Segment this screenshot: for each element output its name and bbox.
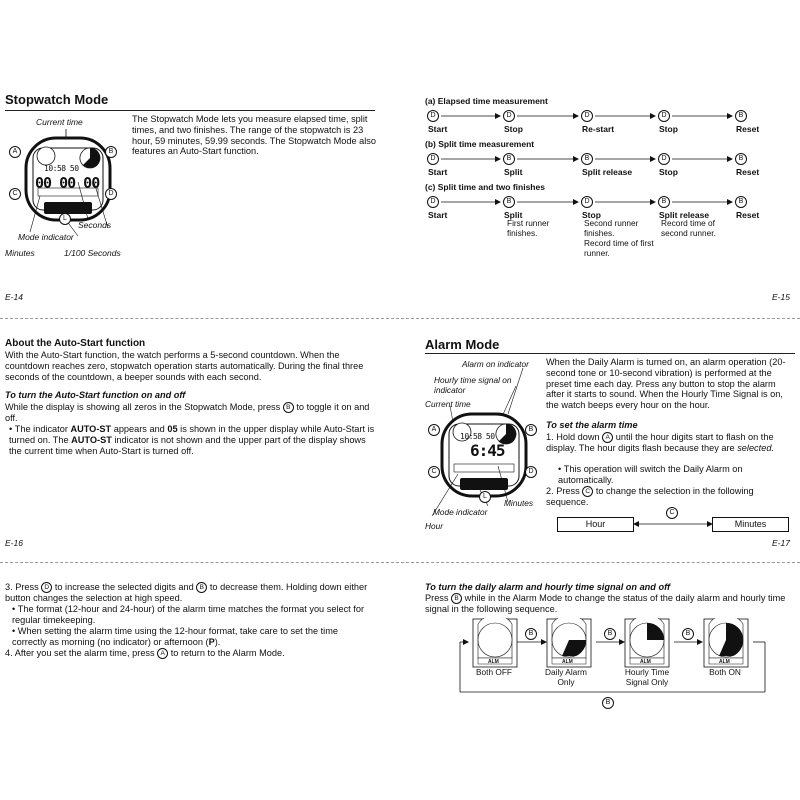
e18-step3-btn2: B — [196, 582, 207, 593]
e14-button-a: A — [9, 146, 21, 158]
flow-a-step-3-button: D — [581, 110, 593, 122]
e19-btn-1: B — [525, 628, 537, 640]
e17-sub-title: To set the alarm time — [546, 420, 638, 430]
flow-b-step-3-button: B — [581, 153, 593, 165]
e16-bullet-a: The indicator — [14, 424, 68, 434]
flow-a-arrow-3 — [595, 112, 656, 120]
e19-btn-3: B — [682, 628, 694, 640]
e17-button-l: L — [479, 491, 491, 503]
e17-seq-minutes: Minutes — [712, 517, 789, 532]
e18-bullet2-p: P — [208, 636, 215, 647]
flow-c-step-1-button: D — [427, 196, 439, 208]
flow-b-step-4-label: Stop — [659, 167, 678, 177]
e17-button-a: A — [428, 424, 440, 436]
e16-bullet: • The indicator AUTO-ST appears and 05 is shown in the upper display while Auto-Start is turned on. The AUTO-ST indicator is not shown and the upper part of the display shows the current time when Auto-Start is turned off. — [9, 424, 375, 456]
e19-title: To turn the daily alarm and hourly time signal on and off — [425, 582, 671, 592]
e16-bullet-05: 05 — [167, 424, 178, 434]
e19-btn-2: B — [604, 628, 616, 640]
flow-a-step-4-button: D — [658, 110, 670, 122]
e19-body-btn: B — [451, 593, 462, 604]
flow-b-step-2-label: Split — [504, 167, 523, 177]
flow-a-step-2-label: Stop — [504, 124, 523, 134]
flow-c-step-5-label: Reset — [736, 210, 760, 220]
flow-c-arrow-4 — [672, 198, 733, 206]
flow-a-step-5-button: B — [735, 110, 747, 122]
flow-c-step-4-label: Split release — [659, 210, 710, 220]
e18-bullet2-b: ). — [214, 636, 221, 647]
flow-c-step-1-label: Start — [428, 210, 448, 220]
e14-body: The Stopwatch Mode lets you measure elapsed time, split times, and two finishes. The range of the stopwatch is 23 hour, 59 minutes, 59.99 seconds. The Stopwatch Mode also features an Auto-Start function. — [132, 114, 376, 157]
e18-step3 — [5, 582, 375, 604]
e16-line1-a: While the display is showing all zeros in the Stopwatch Mode, press — [5, 402, 281, 412]
e14-title-rule — [5, 110, 375, 111]
e17-seq-double-arrow — [633, 519, 713, 529]
e17-step1-bullet-text: This operation will switch the Daily Alarm on automatically. — [558, 464, 743, 485]
e14-button-b: B — [105, 146, 117, 158]
e16-sub-title: To turn the Auto-Start function on and off — [5, 390, 186, 400]
flow-b-step-4-button: D — [658, 153, 670, 165]
flow-a-step-4-label: Stop — [659, 124, 678, 134]
e16-page-number: E-16 — [5, 538, 23, 548]
flow-a-step-1-label: Start — [428, 124, 448, 134]
e17-step1-a: 1. Hold down — [546, 432, 600, 442]
e18-step4-b: to return to the Alarm Mode. — [170, 648, 285, 658]
e17-page-number: E-17 — [772, 538, 790, 548]
e17-step2 — [546, 486, 796, 508]
flow-b-step-2-button: B — [503, 153, 515, 165]
flow-a-step-3-label: Re-start — [582, 124, 615, 134]
e17-label-alarm-on: Alarm on indicator — [462, 359, 529, 369]
flow-c-step-3-button: D — [581, 196, 593, 208]
e19-state-daily-alarm: Daily Alarm Only — [545, 667, 587, 687]
e14-display-top: 10:58 50 — [44, 164, 79, 173]
e16-line1 — [5, 402, 375, 424]
e15-b-title: (b) Split time measurement — [425, 139, 535, 149]
e14-display-main: 00 00 00 — [35, 174, 100, 192]
separator-1 — [0, 318, 800, 319]
flow-c-arrow-2 — [517, 198, 579, 206]
e18-step3-btn1: D — [41, 582, 52, 593]
e19-state-both-on: Both ON — [709, 667, 741, 677]
e17-button-b: B — [525, 424, 537, 436]
flow-a-arrow-4 — [672, 112, 733, 120]
e19-frame-2-alm-label: ALM — [562, 659, 573, 665]
e15-c-sub-4: Record time of second runner. — [661, 218, 716, 238]
flow-b-arrow-2 — [517, 155, 579, 163]
e17-step2-b: to change the selection in the following sequence. — [546, 486, 754, 508]
e17-display-main: 6:45 — [470, 441, 505, 460]
e15-page-number: E-15 — [772, 292, 790, 302]
e18-step4 — [5, 648, 375, 659]
e16-body: With the Auto-Start function, the watch performs a 5-second countdown. When the countdown reaches zero, stopwatch operation starts automatically. During the final three seconds of the countdown, a beeper sounds with each second. — [5, 350, 364, 382]
e18-step3-a: 3. Press — [5, 582, 39, 592]
e14-button-d: D — [105, 188, 117, 200]
e17-label-current-time: Current time — [425, 399, 471, 409]
e16-bullet-autost-2: AUTO-ST — [71, 434, 112, 445]
e19-frame-1-alm-label: ALM — [488, 659, 499, 665]
e15-c-sub-2: Second runner finishes. — [584, 218, 639, 238]
e17-step1-selected: selected. — [737, 443, 774, 454]
e19-btn-loop: B — [602, 697, 614, 709]
flow-a-arrow-1 — [441, 112, 501, 120]
flow-a-arrow-2 — [517, 112, 579, 120]
e17-step2-btn: C — [582, 486, 593, 497]
flow-c-step-2-label: Split — [504, 210, 523, 220]
e17-step2-a: 2. Press — [546, 486, 580, 496]
flow-c-arrow-3 — [595, 198, 656, 206]
e15-c-sub-1: First runner finishes. — [507, 218, 550, 238]
separator-2 — [0, 562, 800, 563]
e17-step1-btn: A — [602, 432, 613, 443]
e15-c-title: (c) Split time and two finishes — [425, 182, 545, 192]
e17-title: Alarm Mode — [425, 337, 500, 352]
flow-c-step-4-button: B — [658, 196, 670, 208]
e18-bullet2: • When setting the alarm time using the 12-hour format, take care to set the time correctly as morning (no indicator) or afternoon (P). — [12, 626, 338, 647]
e18-step3-c: to decrease them. Holding down either button changes the selection at high speed. — [5, 582, 368, 604]
e19-frame-4-alm-label: ALM — [719, 659, 730, 665]
e17-step1 — [546, 432, 796, 454]
e14-label-mode-indicator: Mode indicator — [18, 232, 74, 242]
e19-state-hourly: Hourly Time Signal Only — [624, 667, 670, 687]
e14-label-seconds: Seconds — [78, 220, 112, 230]
e14-title: Stopwatch Mode — [5, 92, 109, 107]
flow-b-arrow-4 — [672, 155, 733, 163]
e18-step3-b: to increase the selected digits and — [54, 582, 194, 592]
e14-button-l: L — [59, 213, 71, 225]
e16-bullet-autost-1: AUTO-ST — [70, 424, 112, 434]
flow-c-step-5-button: B — [735, 196, 747, 208]
flow-b-arrow-3 — [595, 155, 656, 163]
e17-step1-b: until the hour digits start to flash on the display. The hour digits flash because they are — [546, 432, 774, 454]
flow-c-step-3-label: Stop — [582, 210, 601, 220]
flow-b-arrow-1 — [441, 155, 501, 163]
flow-b-step-1-button: D — [427, 153, 439, 165]
e14-page-number: E-14 — [5, 292, 23, 302]
e18-bullet1: • The format (12-hour and 24-hour) of the alarm time matches the format you select for regular timekeeping. — [12, 604, 364, 625]
flow-a-step-5-label: Reset — [736, 124, 760, 134]
e17-seq-btn: C — [666, 507, 678, 519]
e16-bullet-e: is shown in the upper display while Auto-Start is turned on. The — [9, 424, 375, 445]
flow-b-step-5-button: B — [735, 153, 747, 165]
e17-label-hourly: Hourly time signal on indicator — [434, 375, 512, 395]
e17-label-minutes: Minutes — [504, 498, 534, 508]
flow-a-step-1-button: D — [427, 110, 439, 122]
e16-bullet-c: appears and — [113, 424, 165, 434]
e18-step4-a: 4. After you set the alarm time, press — [5, 648, 155, 658]
e17-button-c: C — [428, 466, 440, 478]
e18-bullet2-a: When setting the alarm time using the 12-hour format, take care to set the time correctly as morning (no indicator) or afternoon ( — [12, 626, 338, 647]
e17-label-mode-indicator: Mode indicator — [433, 507, 488, 517]
flow-a-step-2-button: D — [503, 110, 515, 122]
e17-step1-bullet: • This operation will switch the Daily Alarm on automatically. — [558, 464, 743, 485]
e15-a-title: (a) Elapsed time measurement — [425, 96, 548, 106]
flow-b-step-3-label: Split release — [582, 167, 633, 177]
e17-label-hour: Hour — [425, 521, 443, 531]
e19-state-both-off: Both OFF — [476, 667, 512, 677]
e17-seq-hour: Hour — [557, 517, 634, 532]
e14-label-current-time: Current time — [36, 117, 83, 127]
flow-b-step-5-label: Reset — [736, 167, 760, 177]
flow-c-step-2-button: B — [503, 196, 515, 208]
e17-title-rule — [425, 353, 795, 354]
e17-display-top: 10:58 50 — [460, 432, 495, 441]
e19-frame-3-alm-label: ALM — [640, 659, 651, 665]
e14-label-minutes: Minutes — [5, 248, 35, 258]
flow-b-step-1-label: Start — [428, 167, 448, 177]
e18-bullet1-text: The format (12-hour and 24-hour) of the alarm time matches the format you select for regular timekeeping. — [12, 604, 364, 625]
e14-label-hundredths: 1/100 Seconds — [64, 248, 121, 258]
e15-c-sub-3: Record time of first runner. — [584, 238, 654, 258]
e17-button-d: D — [525, 466, 537, 478]
e17-body: When the Daily Alarm is turned on, an alarm operation (20-second tone or 10-second vibration) is performed at the preset time each day. Press any button to stop the alarm after it starts to sound. When the Hourly Time Signal is on, the watch beeps every hour on the hour. — [546, 357, 786, 411]
e16-line1-btn: B — [283, 402, 294, 413]
e19-body-a: Press — [425, 593, 449, 603]
e16-bullet-f: indicator is not shown and the upper part of the display shows the current time when Auto-Start is turned off. — [9, 434, 366, 456]
e14-button-c: C — [9, 188, 21, 200]
e19-body-b: while in the Alarm Mode to change the status of the daily alarm and hourly time signal in the following sequence. — [425, 593, 786, 615]
e16-line1-b: to toggle it on and off. — [5, 402, 370, 424]
flow-c-arrow-1 — [441, 198, 501, 206]
e16-title: About the Auto-Start function — [5, 338, 146, 349]
e18-step4-btn: A — [157, 648, 168, 659]
